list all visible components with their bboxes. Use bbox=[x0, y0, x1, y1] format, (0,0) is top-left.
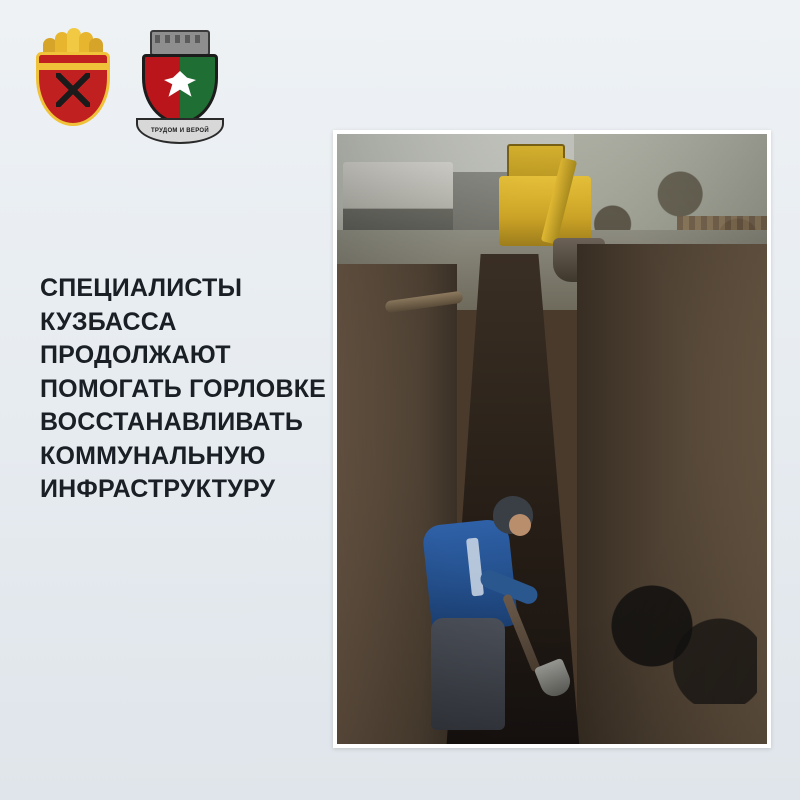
gorlovka-mural-crown-icon bbox=[150, 30, 210, 56]
kuzbass-shield-icon bbox=[36, 52, 110, 126]
dove-icon bbox=[164, 71, 196, 101]
kuzbass-coat-of-arms-icon bbox=[30, 26, 116, 130]
gorlovka-motto-text: ТРУДОМ И ВЕРОЙ bbox=[150, 128, 210, 134]
page-title: СПЕЦИАЛИСТЫ КУЗБАССА ПРОДОЛЖАЮТ ПОМОГАТЬ ГОРЛОВКЕ ВОССТАНАВЛИВАТЬ КОММУНАЛЬНУЮ ИНФРАСТРУКТУРУ bbox=[40, 274, 327, 503]
photo-frame bbox=[333, 130, 771, 748]
gorlovka-coat-of-arms-icon bbox=[134, 26, 226, 146]
photo-rubble bbox=[607, 574, 757, 704]
gorlovka-shield-icon bbox=[142, 54, 218, 124]
photo-worker bbox=[421, 486, 571, 736]
photo-image bbox=[337, 134, 767, 744]
emblems-row bbox=[30, 26, 226, 146]
gorlovka-motto-ribbon bbox=[136, 118, 224, 144]
